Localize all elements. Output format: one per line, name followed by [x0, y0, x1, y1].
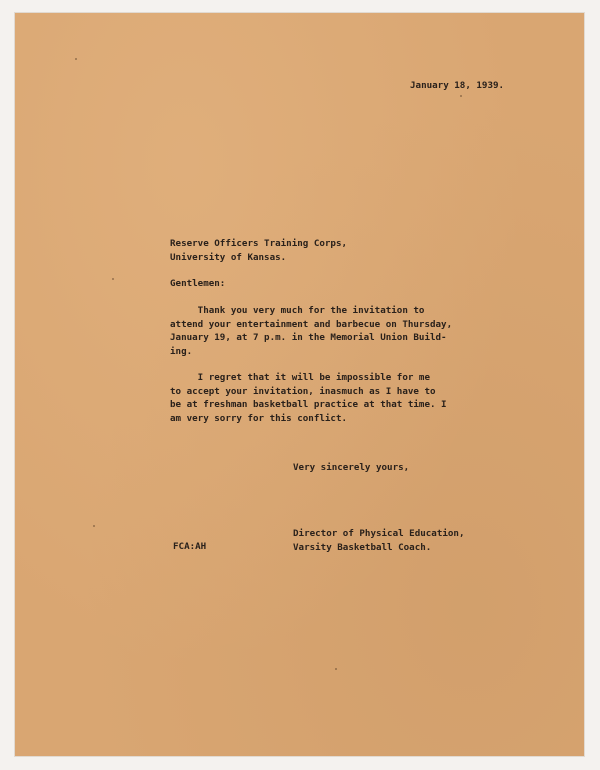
- letter-date: January 18, 1939.: [410, 80, 505, 91]
- salutation: Gentlemen:: [170, 278, 226, 289]
- paragraph-line: January 19, at 7 p.m. in the Memorial Union Build-: [170, 332, 447, 343]
- body-paragraph-2: [170, 371, 447, 425]
- paragraph-line: be at freshman basketball practice at that time. I: [170, 399, 447, 410]
- letter-page: [15, 13, 584, 756]
- paper-speck: [460, 95, 462, 97]
- paragraph-line: am very sorry for this conflict.: [170, 412, 348, 424]
- signature-line: Varsity Basketball Coach.: [293, 541, 432, 553]
- typist-initials: FCA:AH: [173, 541, 207, 552]
- paragraph-line: ing.: [170, 345, 193, 357]
- paper-speck: [112, 278, 114, 280]
- paragraph-line: attend your entertainment and barbecue on Thursday,: [170, 318, 453, 330]
- paragraph-line: I regret that it will be impossible for me: [170, 372, 430, 383]
- paragraph-line: to accept your invitation, inasmuch as I have to: [170, 385, 436, 397]
- recipient-line: University of Kansas.: [170, 251, 287, 263]
- paragraph-line: Thank you very much for the invitation to: [170, 305, 425, 316]
- paper-speck: [93, 525, 95, 527]
- body-paragraph-1: [170, 304, 452, 358]
- recipient-line: Reserve Officers Training Corps,: [170, 238, 348, 249]
- signature-block: [293, 527, 464, 554]
- paper-speck: [75, 58, 77, 60]
- recipient-address: [170, 237, 347, 264]
- closing: Very sincerely yours,: [293, 462, 410, 473]
- paper-speck: [335, 668, 337, 670]
- signature-line: Director of Physical Education,: [293, 528, 465, 539]
